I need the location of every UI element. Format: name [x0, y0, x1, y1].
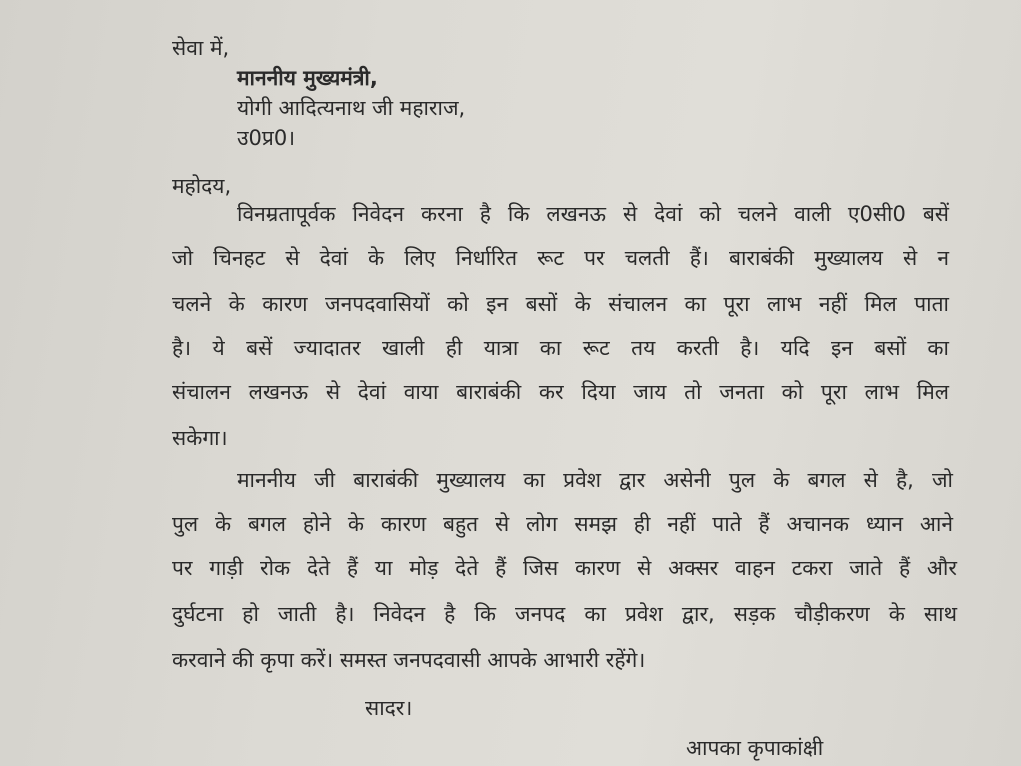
paragraph1-line: जो चिनहट से देवां के लिए निर्धारित रूट पर चलती हैं। बाराबंकी मुख्यालय से न — [172, 246, 949, 270]
paragraph2-line: करवाने की कृपा करें। समस्त जनपदवासी आपके आभारी रहेंगे। — [172, 648, 646, 672]
paragraph2-line: माननीय जी बाराबंकी मुख्यालय का प्रवेश द्वार असेनी पुल के बगल से है, जो — [237, 468, 953, 492]
paragraph2-line: पर गाड़ी रोक देते हैं या मोड़ देते हैं जिस कारण से अक्सर वाहन टकरा जाते हैं और — [172, 556, 957, 580]
paragraph2-line: दुर्घटना हो जाती है। निवेदन है कि जनपद का प्रवेश द्वार, सड़क चौड़ीकरण के साथ — [172, 602, 957, 626]
paragraph1-line: चलने के कारण जनपदवासियों को इन बसों के संचालन का पूरा लाभ नहीं मिल पाता — [172, 292, 949, 316]
greeting: महोदय, — [172, 174, 232, 198]
recipient-title: माननीय मुख्यमंत्री, — [237, 66, 378, 90]
recipient-place: उ0प्र0। — [237, 126, 296, 150]
recipient-name: योगी आदित्यनाथ जी महाराज, — [237, 96, 466, 120]
signoff: आपका कृपाकांक्षी — [686, 736, 824, 760]
paragraph1-line: है। ये बसें ज्यादातर खाली ही यात्रा का रूट तय करती है। यदि इन बसों का — [172, 336, 949, 360]
paragraph1-line: सकेगा। — [172, 426, 228, 450]
paragraph1-line: संचालन लखनऊ से देवां वाया बाराबंकी कर दिया जाय तो जनता को पूरा लाभ मिल — [172, 380, 949, 404]
paragraph2-line: पुल के बगल होने के कारण बहुत से लोग समझ ही नहीं पाते हैं अचानक ध्यान आने — [172, 512, 953, 536]
closing: सादर। — [365, 696, 413, 720]
salutation-to: सेवा में, — [172, 36, 230, 60]
paragraph1-line: विनम्रतापूर्वक निवेदन करना है कि लखनऊ से देवां को चलने वाली ए0सी0 बसें — [237, 202, 949, 226]
